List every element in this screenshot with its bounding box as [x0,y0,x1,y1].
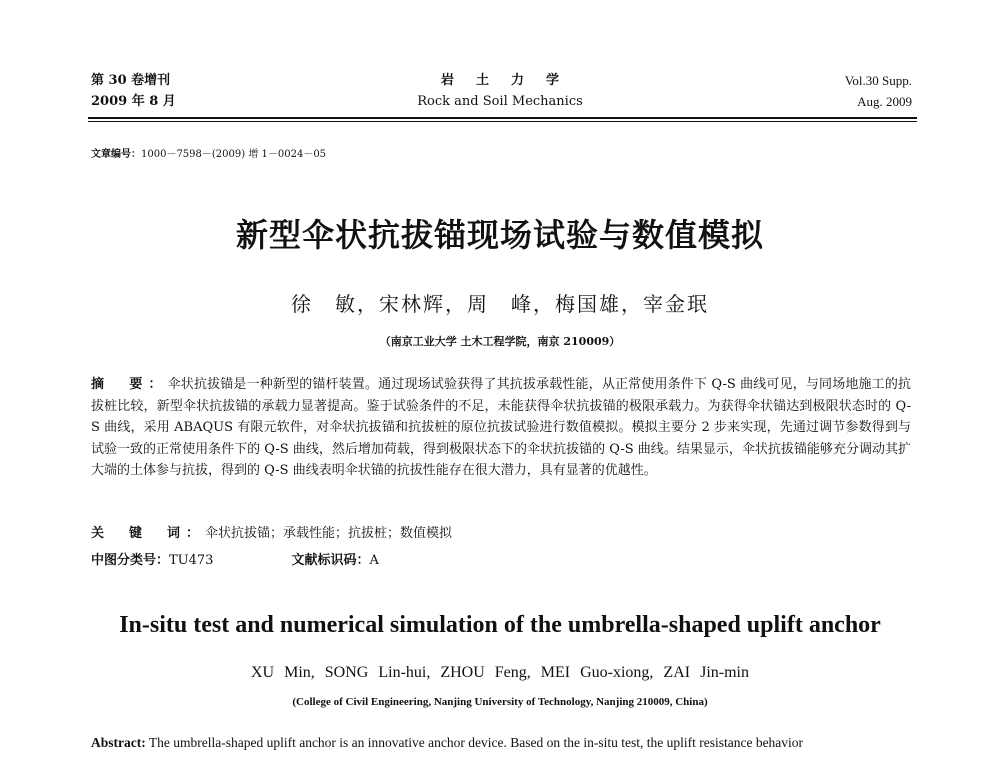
keywords-text: 伞状抗拔锚；承载性能；抗拔桩；数值模拟 [205,526,453,541]
journal-name-en: Rock and Soil Mechanics [417,94,583,109]
journal-name-cn: 岩土力学 [440,73,581,88]
volume-en: Vol.30 Supp. [844,73,912,88]
header-rule-thick [88,117,917,119]
classification-line [91,549,379,568]
authors-en: XU Min, SONG Lin-hui, ZHOU Feng, MEI Guo-xiong, ZAI Jin-min [251,664,749,681]
abstract-en-label: Abstract: [91,735,146,750]
abstract-cn [91,374,911,482]
date-cn: 2009 年 8 月 [91,94,176,109]
abstract-en [91,735,921,751]
article-number-value: 1000－7598－(2009) 增 1－0024－05 [141,149,327,160]
abstract-en-text: The umbrella-shaped uplift anchor is an innovative anchor device. Based on the in-situ test, the uplift resistance behavior [148,735,804,750]
abstract-cn-text: 伞状抗拔锚是一种新型的锚杆装置。通过现场试验获得了其抗拔承载性能，从正常使用条件下 Q-S 曲线可见，与同场地施工的抗拔桩比较，新型伞状抗拔锚的承载力显著提高。鉴于试验条件的不足，未能获得伞状抗拔锚的极限承载力。为获得伞状锚达到极限状态时的 Q-S 曲线，采用 ABAQUS 有限元软件，对伞状抗拔锚和抗拔桩的原位抗拔试验进行数值模拟。模拟主要分 2 步来实现，先通过调节参数得到与试验一致的正常使用条件下的 Q-S 曲线，然后增加荷载，得到极限状态下的伞状抗拔锚的 Q-S 曲线。结果显示，伞状抗拔锚能够充分调动其扩大端的土体参与抗拔，得到的 Q-S 曲线表明伞状锚的抗拔性能存在很大潜力，具有显著的优越性。 [91,377,911,478]
authors-cn: 徐 敏，宋林辉，周 峰，梅国雄，宰金珉 [291,292,709,316]
document-code-value: A [369,553,379,568]
classification-label: 中图分类号： [91,553,170,568]
keywords-label: 关 键 词： [91,526,206,541]
paper-title-en: In-situ test and numerical simulation of the umbrella-shaped uplift anchor [119,612,881,638]
journal-volume-en-block [845,70,912,112]
article-number-label: 文章编号： [91,149,141,160]
affiliation-en: (College of Civil Engineering, Nanjing University of Technology, Nanjing 210009, China) [292,696,708,708]
keywords [91,522,452,541]
classification-value: TU473 [169,553,214,568]
article-number [91,145,326,160]
header-rule-thin [88,121,917,122]
paper-title-cn: 新型伞状抗拔锚现场试验与数值模拟 [235,216,764,254]
date-en: Aug. 2009 [857,94,912,109]
document-code-label: 文献标识码： [291,553,370,568]
abstract-cn-label: 摘 要： [91,377,168,392]
affiliation-cn: （南京工业大学 土木工程学院，南京 210009） [379,335,621,348]
volume-cn: 第 30 卷增刊 [91,73,171,88]
